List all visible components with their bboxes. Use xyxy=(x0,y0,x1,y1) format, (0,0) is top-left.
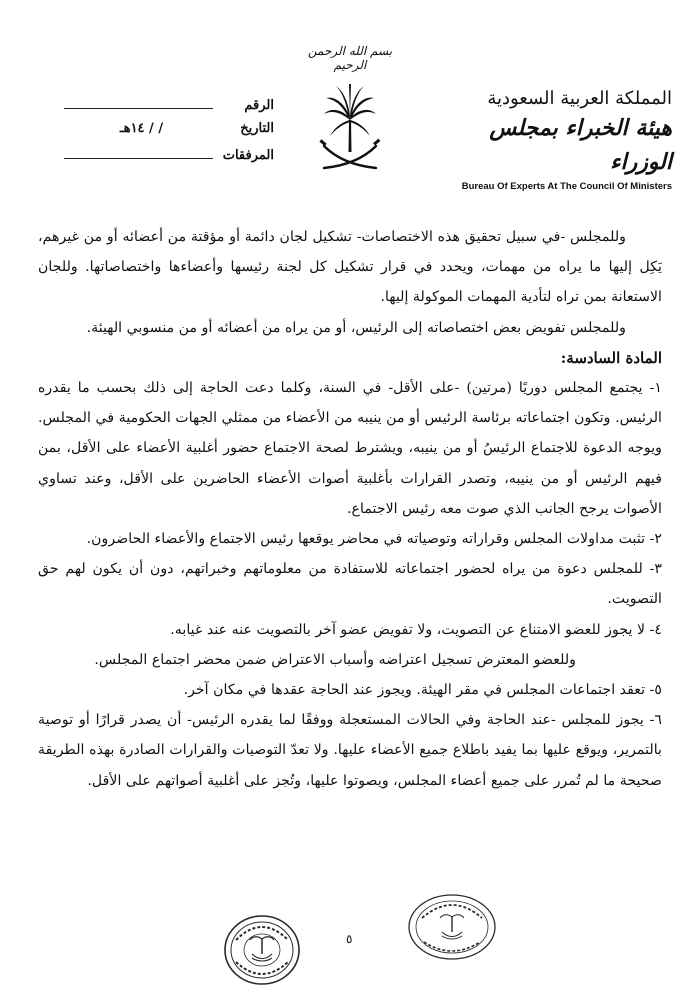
date-row xyxy=(64,121,274,146)
article-item-6: ٦- يجوز للمجلس -عند الحاجة وفي الحالات المستعجلة ووفقًا لما يقدره الرئيس- أن يصدر قرارًا أو توصية بالتمرير، ويوقع عليها بما يفيد باطلاع جميع الأعضاء عليها. ولا تعدّ التوصيات والقرارات الصادرة بهذه الطريقة صحيحة ما لم تُمرر على جميع أعضاء المجلس، ويصوتوا عليها، وتُجز على أغلبية أصواتهم على الأقل. xyxy=(38,712,662,789)
official-seal-left xyxy=(222,910,302,990)
document-body xyxy=(38,222,662,796)
reference-fields xyxy=(64,96,274,171)
delegation-paragraph: وللمجلس تفويض بعض اختصاصاته إلى الرئيس، أو من يراه من أعضائه أو من منسوبي الهيئة. xyxy=(86,319,626,336)
article-item-2: ٢- تثبت مداولات المجلس وقراراته وتوصياته في محاضر يوقعها رئيس الاجتماع والأعضاء الحاضرون. xyxy=(86,531,662,548)
date-value: / / ١٤هـ xyxy=(119,121,164,136)
article-item-4: ٤- لا يجوز للعضو الامتناع عن التصويت، ولا تفويض عضو آخر بالتصويت عنه عند غيابه. xyxy=(170,621,662,638)
article-item-4-note: وللعضو المعترض تسجيل اعتراضه وأسباب الاعتراض ضمن محضر اجتماع المجلس. xyxy=(94,651,576,668)
bureau-name-arabic: هيئة الخبراء بمجلس الوزراء xyxy=(489,115,672,175)
kingdom-name: المملكة العربية السعودية xyxy=(487,88,672,109)
official-seal-right xyxy=(406,890,498,964)
article-title: المادة السادسة: xyxy=(560,348,662,367)
attachments-line xyxy=(64,146,213,159)
number-row xyxy=(64,96,274,121)
attachments-label: المرفقات xyxy=(222,148,274,163)
attachments-row xyxy=(64,146,274,171)
article-item-1: ١- يجتمع المجلس دوريًا (مرتين) -على الأقل- في السنة، وكلما دعت الحاجة إلى ذلك بحسب ما يقدره الرئيس. وتكون اجتماعاته برئاسة الرئيس أو من ينيبه من الأعضاء من ممثلي الجهات الحكومية في المجلس. ويوجه الدعوة للاجتماع الرئيسُ أو من ينيبه، ويشترط لصحة الاجتماع حضور أغلبية الأعضاء على الأقل، بمن فيهم الرئيس أو من ينيبه، وتصدر القرارات بأغلبية أصوات الأعضاء الحاضرين على الأقل، وعند تساوي الأصوات يرجح الجانب الذي صوت معه رئيس الاجتماع. xyxy=(38,380,662,517)
organization-header xyxy=(442,88,672,192)
article-item-5: ٥- تعقد اجتماعات المجلس في مقر الهيئة. ويجوز عند الحاجة عقدها في مكان آخر. xyxy=(183,682,662,699)
number-line xyxy=(64,96,213,109)
page-number: ٥ xyxy=(346,932,353,946)
saudi-emblem-icon xyxy=(318,82,382,176)
article-item-3: ٣- للمجلس دعوة من يراه لحضور اجتماعاته للاستفادة من معلوماتهم وخبراتهم، دون أن يكون لهم حق التصويت. xyxy=(38,561,662,608)
intro-paragraph: وللمجلس -في سبيل تحقيق هذه الاختصاصات- تشكيل لجان دائمة أو مؤقتة من أعضائه أو من غيرهم، يَكِل إليها ما يراه من مهمات، ويحدد في قرار تشكيل كل لجنة رئيسها وأعضاءها واختصاصاتها. وللجان الاستعانة بمن تراه لتأدية المهمات الموكولة إليها. xyxy=(38,229,662,306)
number-label: الرقم xyxy=(244,98,274,113)
basmala: بسم الله الرحمن الرحيم xyxy=(307,44,393,72)
bureau-name-english: Bureau Of Experts At The Council Of Ministers xyxy=(461,181,672,192)
date-label: التاريخ xyxy=(240,121,274,136)
